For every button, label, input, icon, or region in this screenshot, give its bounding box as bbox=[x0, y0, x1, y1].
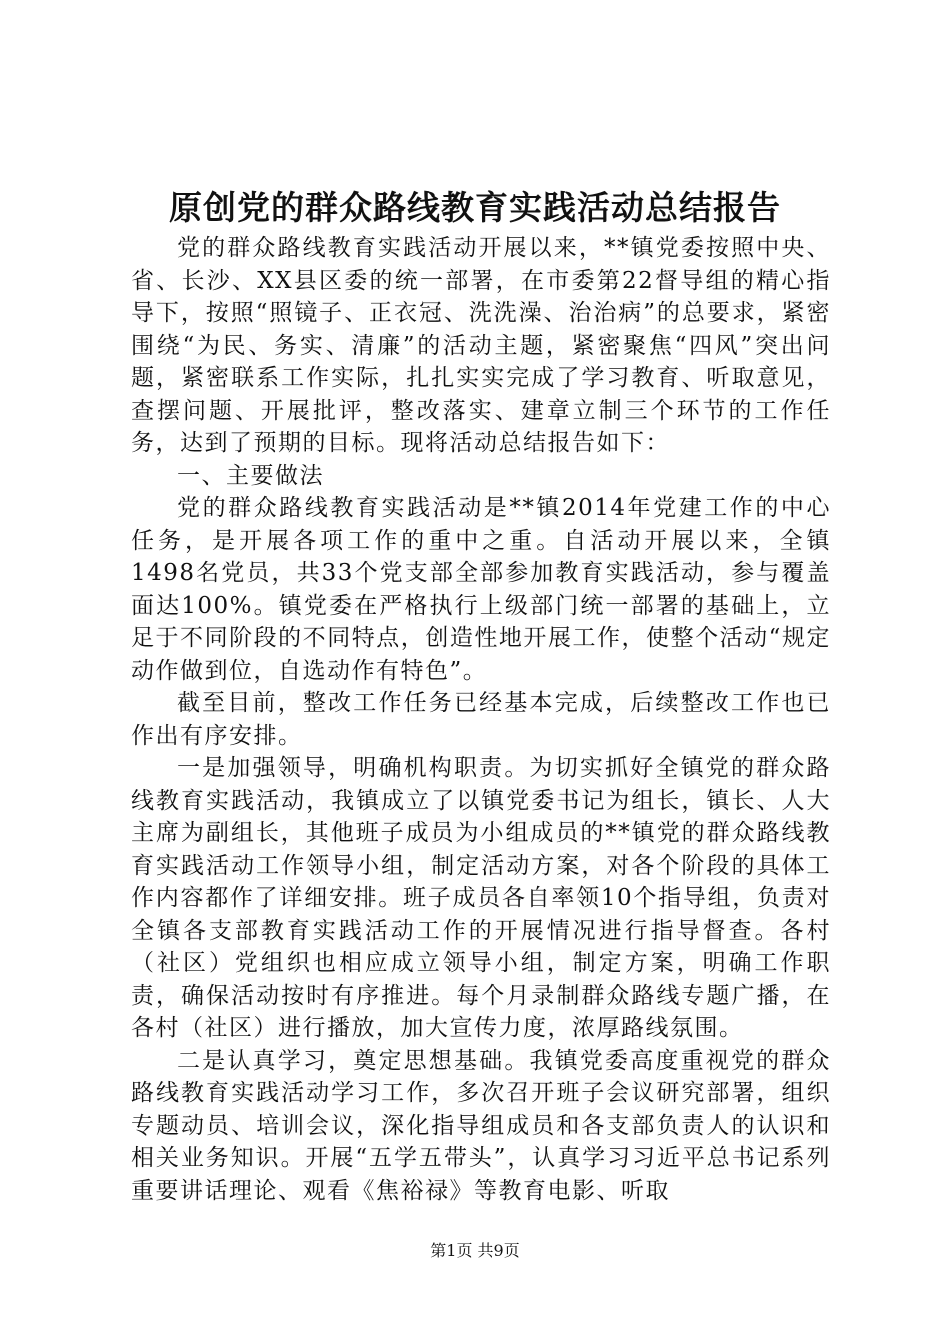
document-body bbox=[131, 232, 831, 1207]
paragraph-leadership: 一是加强领导，明确机构职责。为切实抓好全镇党的群众路线教育实践活动，我镇成立了以镇党委书记为组长，镇长、人大主席为副组长，其他班子成员为小组成员的**镇党的群众路线教育实践活动工作领导小组，制定活动方案，对各个阶段的具体工作内容都作了详细安排。班子成员各自率领10个指导组，负责对全镇各支部教育实践活动工作的开展情况进行指导督查。各村（社区）党组织也相应成立领导小组，制定方案，明确工作职责，确保活动按时有序推进。每个月录制群众路线专题广播，在各村（社区）进行播放，加大宣传力度，浓厚路线氛围。 bbox=[131, 755, 831, 1041]
paragraph-study: 二是认真学习，奠定思想基础。我镇党委高度重视党的群众路线教育实践活动学习工作，多次召开班子会议研究部署，组织专题动员、培训会议，深化指导组成员和各支部负责人的认识和相关业务知识。开展“五学五带头”，认真学习习近平总书记系列重要讲话理论、观看《焦裕禄》等教育电影、听取 bbox=[131, 1047, 831, 1204]
section-heading-main-practices: 一、主要做法 bbox=[177, 462, 324, 489]
paragraph-overview: 党的群众路线教育实践活动是**镇2014年党建工作的中心任务，是开展各项工作的重中之重。自活动开展以来，全镇1498名党员，共33个党支部全部参加教育实践活动，参与覆盖面达100%。镇党委在严格执行上级部门统一部署的基础上，立足于不同阶段的不同特点，创造性地开展工作，使整个活动“规定动作做到位，自选动作有特色”。 bbox=[131, 495, 831, 684]
paragraph-intro: 党的群众路线教育实践活动开展以来，**镇党委按照中央、省、长沙、XX县区委的统一部署，在市委第22督导组的精心指导下，按照“照镜子、正衣冠、洗洗澡、治治病”的总要求，紧密围绕“为民、务实、清廉”的活动主题，紧密聚焦“四风”突出问题，紧密联系工作实际，扎扎实实完成了学习教育、听取意见，查摆问题、开展批评，整改落实、建章立制三个环节的工作任务，达到了预期的目标。现将活动总结报告如下： bbox=[131, 235, 831, 456]
page-footer: 第1页 共9页 bbox=[430, 1241, 520, 1260]
paragraph-progress: 截至目前，整改工作任务已经基本完成，后续整改工作也已作出有序安排。 bbox=[131, 690, 831, 749]
document-title: 原创党的群众路线教育实践活动总结报告 bbox=[169, 188, 781, 227]
